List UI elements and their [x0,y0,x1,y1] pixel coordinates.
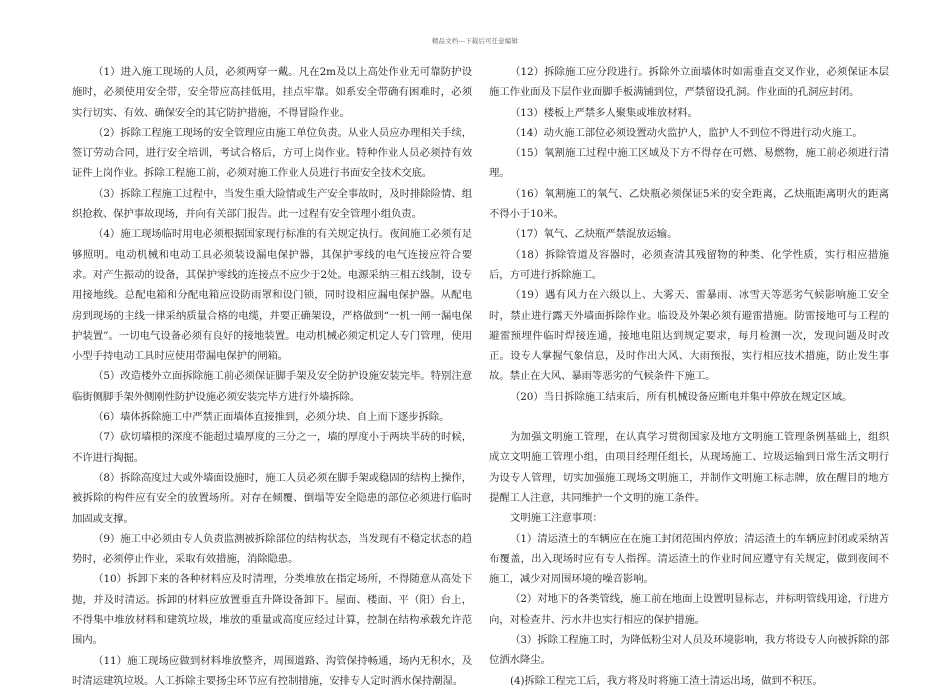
paragraph: （17）氧气、乙炔瓶严禁混放运输。 [510,228,678,241]
right-column [489,62,889,691]
paragraph: （7）砍切墙根的深度不能超过墙厚度的三分之一，墙的厚度小于两块半砖的时候，不许进行掏掘。 [72,431,472,464]
paragraph: （2）拆除工程施工现场的安全管理应由施工单位负责。从业人员应办理相关手续，签订劳动合同，进行安全培训，考试合格后，方可上岗作业。特种作业人员必须持有效证件上岗作业。拆除工程施工前，必须对施工作业人员进行书面安全技术交底。 [72,126,472,180]
paragraph: （1）进入施工现场的人员，必须两穿一戴。凡在2m及以上高处作业无可靠防护设施时，必须使用安全带，安全带应高挂低用，挂点牢靠。如系安全带确有困难时，必须实行切实、有效、确保安全的其它防护措施，不得冒险作业。 [72,66,472,119]
civilized-construction-intro: 为加强文明施工管理，在认真学习贯彻国家及地方文明施工管理条例基础上，组织成立文明施工管理小组，由项目经理任组长，从现场施工、垃圾运输到日常生活文明行为设专人管理，切实加强施工现场文明施工，并制作文明施工标志牌，放在醒目的地方提醒工人注意，共同维护一个文明的施工条件。 [489,431,889,504]
paragraph: （8）拆除高度过大或外墙面设施时，施工人员必须在脚手架或稳固的结构上操作，被拆除的构件应有安全的放置场所。对存在倾覆、倒塌等安全隐患的部位必须进行临时加固或支撑。 [72,471,472,525]
paragraph: （5）改造楼外立面拆除施工前必须保证脚手架及安全防护设施安装完毕。特别注意临街侧脚手架外侧刚性防护设施必须安装完毕方进行外墙拆除。 [72,370,472,403]
paragraph: （3）拆除工程施工过程中，当发生重大险情或生产安全事故时，及时排除险情、组织抢救、保护事故现场，并向有关部门报告。此一过程有安全管理小组负责。 [72,187,472,221]
paragraph: （13）楼板上严禁多人聚集或堆放材料。 [510,106,698,119]
paragraph: （16）氧割施工的氧气、乙炔瓶必须保证5米的安全距离，乙炔瓶距离明火的距离不得小于10米。 [489,187,889,221]
paragraph: （11）施工现场应做到材料堆放整齐，周围道路、沟管保持畅通，场内无积水，及时清运建筑垃圾。人工拆除主要扬尘环节应有控制措施，安排专人定时洒水保持潮湿。 [72,654,472,687]
paragraph: （14）动火施工部位必须设置动火监护人，监护人不到位不得进行动火施工。 [510,126,863,139]
paragraph: (4)拆除工程完工后，我方将及时将施工渣土清运出场，做到不积压。 [510,674,823,687]
paragraph: （6）墙体拆除施工中严禁正面墙体直接推到，必须分块、自上而下逐步拆除。 [93,411,450,424]
paragraph: （15）氧割施工过程中施工区域及下方不得存在可燃、易燃物，施工前必须进行清理。 [489,147,889,180]
paragraph: （18）拆除管道及容器时，必须查清其残留物的种类、化学性质，实行相应措施后，方可进行拆除施工。 [489,248,889,281]
paragraph: （12）拆除施工应分段进行。拆除外立面墙体时如需垂直交叉作业，必须保证本层施工作业面及下层作业面脚手板满铺到位，严禁留设孔洞。作业面的孔洞应封闭。 [489,66,889,99]
section-heading: 文明施工注意事项： [510,512,603,525]
paragraph: （19）遇有风力在六级以上、大雾天、雷暴雨、冰雪天等恶劣气候影响施工安全时，禁止进行露天外墙面拆除作业。临设及外架必须有避雷措施。防雷接地可与工程的避雷预埋件临时焊接连通，接地电阻达到规定要求，每月检测一次，发现问题及时改正。设专人掌握气象信息，及时作出大风、大雨预报，实行相应技术措施，防止发生事故。禁止在大风、暴雨等恶劣的气候条件下施工。 [489,289,889,383]
paragraph: （2）对地下的各类管线，施工前在地面上设置明显标志，并标明管线用途，行进方向，对检查井、污水井也实行相应的保护措施。 [489,593,889,626]
paragraph: （1）清运渣土的车辆应在在施工封闭范围内停放；清运渣土的车辆应封闭或采纳苫布覆盖，出入现场时应有专人指挥。清运渣土的作业时间应遵守有关规定，做到夜间不施工，减少对周围环境的噪音影响。 [489,532,889,586]
paragraph: （9）施工中必须由专人负责监测被拆除部位的结构状态，当发现有不稳定状态的趋势时，必须停止作业，采取有效措施，消除隐患。 [72,532,472,566]
page-header: 精品文档---下载后可任意编辑 [431,37,519,45]
paragraph: （20）当日拆除施工结束后，所有机械设备应断电并集中停放在规定区域。 [510,390,853,403]
left-column [72,62,472,691]
paragraph: （10）拆卸下来的各种材料应及时清理，分类堆放在指定场所，不得随意从高处下抛，并及时清运。拆卸的材料应放置垂直升降设备卸下。屋面、楼面、平（阳）台上，不得集中堆放材料和建筑垃圾，堆放的重量或高度应经过计算，控制在结构承载允许范围内。 [72,573,472,647]
paragraph: （3）拆除工程施工时，为降低粉尘对人员及环境影响，我方将设专人向被拆除的部位洒水降尘。 [489,634,889,667]
paragraph: （4）施工现场临时用电必须根据国家现行标准的有关规定执行。夜间施工必须有足够照明。电动机械和电动工具必须装设漏电保护器，其保护零线的电气连接应符合要求。对产生振动的设备，其保护零线的连接点不应少于2处。电源采纳三相五线制，设专用接地线。总配电箱和分配电箱应设防雨罩和设门锁，同时设相应漏电保护器。从配电房到现场的主线一律采纳质量合格的电缆，并要正确架设，严格做到“一机一闸一漏电保护装置”。一切电气设备必须有良好的接地装置。电动机械必须定机定人专门管理，使用小型手持电动工具时应使用带漏电保护的闸箱。 [72,228,472,363]
